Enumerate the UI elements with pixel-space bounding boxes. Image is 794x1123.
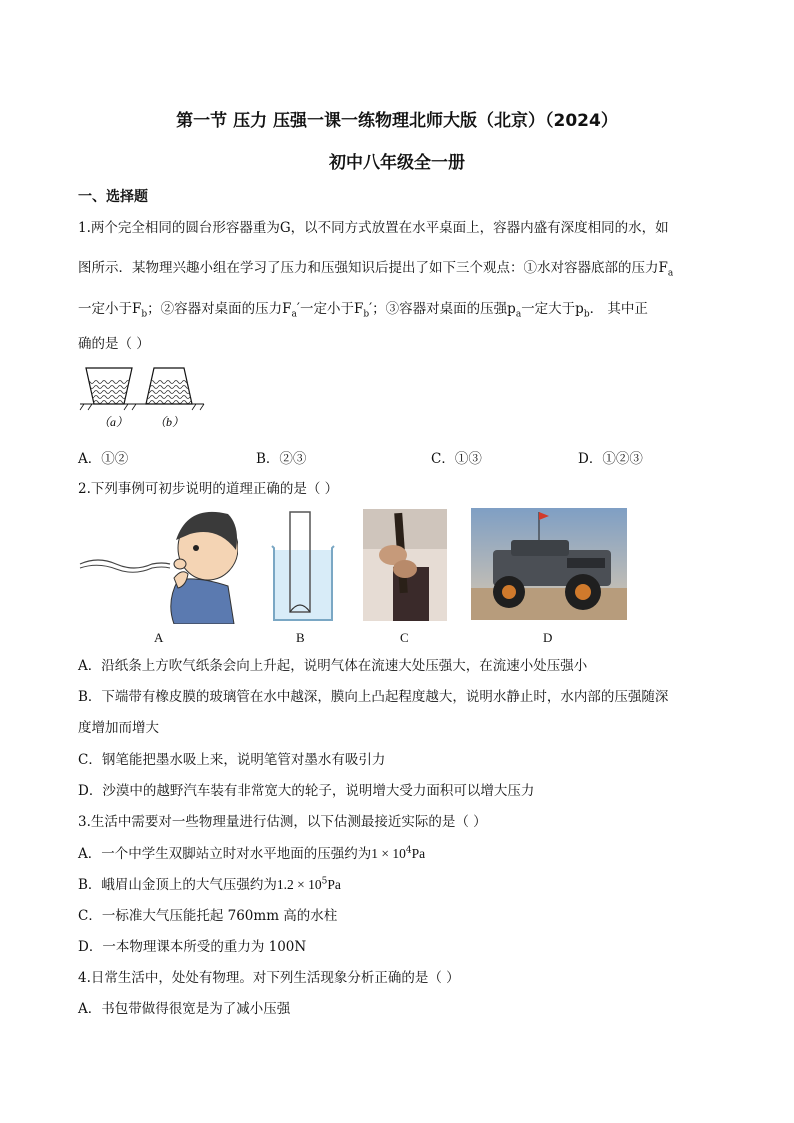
q3-b-unit: Pa	[327, 877, 341, 892]
q2-option-b[interactable]: B．下端带有橡皮膜的玻璃管在水中越深，膜向上凸起程度越大，说明水静止时，水内部的压强随深	[78, 689, 669, 705]
fountain-pen-photo	[363, 509, 447, 621]
offroad-truck-photo	[471, 508, 627, 620]
q4-stem: 4.日常生活中，处处有物理。对下列生活现象分析正确的是（ ）	[78, 970, 460, 986]
ground-hatch	[80, 404, 204, 410]
fig-label-a: A	[154, 630, 164, 645]
q1-text: ′一定小于F	[296, 301, 364, 317]
q3-b-value: 1.2 × 10	[276, 877, 322, 892]
q1-sub: a	[667, 268, 674, 279]
boy-blowing-figure	[78, 506, 238, 624]
q1-line-2	[78, 256, 673, 279]
q1-line-3	[78, 297, 648, 320]
page-subtitle: 初中八年级全一册	[329, 153, 465, 173]
water-a	[89, 380, 129, 404]
fig-a-label: （a）	[98, 415, 129, 429]
q3-option-c[interactable]: C．一标准大气压能托起 760mm 高的水柱	[78, 908, 338, 924]
fig-label-c: C	[400, 630, 409, 645]
q1-sub: b	[363, 309, 370, 320]
q1-text: 一定大于p	[521, 301, 584, 317]
q3-option-d[interactable]: D．一本物理课本所受的重力为 100N	[78, 939, 307, 955]
q3-b-exponent: 5	[321, 876, 328, 887]
q2-option-b-cont: 度增加而增大	[78, 720, 159, 736]
q3-a-exponent: 4	[405, 845, 412, 856]
page-title: 第一节 压力 压强一课一练物理北师大版（北京）（2024）	[176, 111, 618, 131]
q3-option-a[interactable]	[78, 842, 425, 862]
q1-sub: b	[583, 309, 590, 320]
q2-option-c[interactable]: C．钢笔能把墨水吸上来，说明笔管对墨水有吸引力	[78, 752, 386, 768]
q3-a-text: A．一个中学生双脚站立时对水平地面的压强约为	[78, 846, 372, 862]
q1-option-a[interactable]: A．①②	[78, 451, 129, 467]
q2-stem: 2.下列事例可初步说明的道理正确的是（ ）	[78, 481, 339, 497]
q3-a-unit: Pa	[411, 846, 426, 861]
q1-sub: b	[141, 309, 148, 320]
q1-sub: a	[291, 309, 297, 320]
q1-option-b[interactable]: B．②③	[256, 451, 307, 467]
q3-a-value: 1 × 10	[371, 846, 406, 861]
q2-option-d[interactable]: D．沙漠中的越野汽车装有非常宽大的轮子，说明增大受力面积可以增大压力	[78, 783, 535, 799]
q1-option-c[interactable]: C．①③	[431, 451, 482, 467]
q1-text: ；②容器对桌面的压力F	[147, 301, 292, 317]
q3-stem: 3.生活中需要对一些物理量进行估测，以下估测最接近实际的是（ ）	[78, 814, 487, 830]
water-b	[146, 380, 192, 404]
q1-line-2-text: 图所示．某物理兴趣小组在学习了压力和压强知识后提出了如下三个观点：①水对容器底部的压力F	[78, 260, 668, 276]
q3-b-text: B．峨眉山金顶上的大气压强约为	[78, 877, 277, 893]
q1-line-1: 1.两个完全相同的圆台形容器重为G，以不同方式放置在水平桌面上，容器内盛有深度相同的水，如	[78, 220, 669, 236]
beaker-figure	[268, 508, 338, 624]
q1-text: ． 其中正	[589, 301, 648, 317]
containers-figure	[78, 364, 218, 434]
q1-option-d[interactable]: D．①②③	[578, 451, 643, 467]
q1-line-4: 确的是（ ）	[78, 336, 150, 352]
section-heading: 一、选择题	[78, 189, 148, 205]
q1-text: ′；③容器对桌面的压强p	[369, 301, 516, 317]
q3-option-b[interactable]	[78, 873, 341, 893]
q4-option-a[interactable]: A．书包带做得很宽是为了减小压强	[78, 1001, 291, 1017]
fig-label-d: D	[543, 630, 553, 645]
q2-option-a[interactable]: A．沿纸条上方吹气纸条会向上升起，说明气体在流速大处压强大，在流速小处压强小	[78, 658, 588, 674]
q1-sub: a	[515, 309, 522, 320]
q1-text: 一定小于F	[78, 301, 142, 317]
fig-b-label: （b）	[154, 415, 185, 429]
fig-label-b: B	[296, 630, 305, 645]
